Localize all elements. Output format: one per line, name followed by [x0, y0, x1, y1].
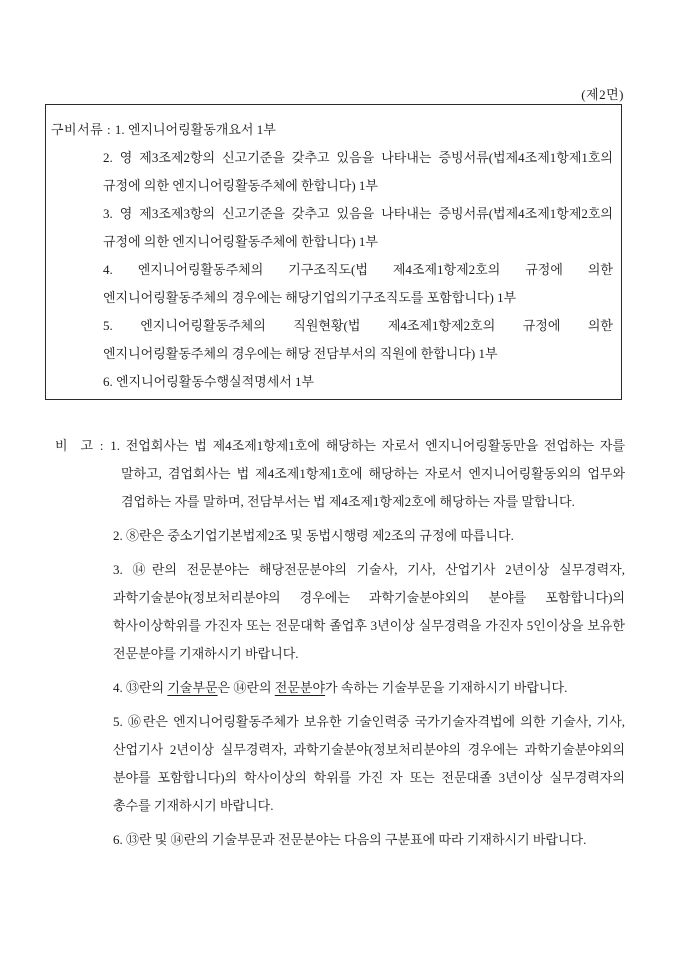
- required-documents-first-line: [51, 116, 613, 144]
- remark-text: 가 속하는 기술부문을 기재하시기 바랍니다.: [325, 680, 568, 695]
- remark-item: 6. ⑬란 및 ⑭란의 기술부문과 전문분야는 다음의 구분표에 따라 기재하시기 바랍니다.: [113, 832, 587, 847]
- underlined-term: 전문분야: [274, 680, 326, 695]
- underlined-term: 기술부문: [167, 680, 218, 695]
- remark-item: 5. ⑯란은 엔지니어링활동주체가 보유한 기술인력중 국가기술자격법에 의한 기술사, 기사, 산업기사 2년이상 실무경력자, 과학기술분야(정보처리분야의 경우에는 과학기술분야외의 분야를 포함합니다)의 학사이상의 학위를 가진 자 또는 전문대졸 3년이상 실무경력자의 총수를 기재하시기 바랍니다.: [113, 714, 625, 813]
- remarks-section: [55, 432, 625, 860]
- page-number-label: (제2면): [581, 87, 624, 102]
- document-item: 5. 엔지니어링활동주체의 직원현황(법 제4조제1항제2호의 규정에 의한 엔지니어링활동주체의 경우에는 해당 전담부서의 직원에 한합니다) 1부: [103, 318, 613, 361]
- remark-item: 3. ⑭란의 전문분야는 해당전문분야의 기술사, 기사, 산업기사 2년이상 실무경력자, 과학기술분야(정보처리분야의 경우에는 과학기술분야외의 분야를 포함합니다)의 학사이상학위를 가진자 또는 전문대학 졸업후 3년이상 실무경력을 가진자 5인이상을 보유한 전문분야를 기재하시기 바랍니다.: [113, 562, 625, 661]
- document-item: 3. 영 제3조제3항의 신고기준을 갖추고 있음을 나타내는 증빙서류(법제4조제1항제2호의 규정에 의한 엔지니어링활동주체에 한합니다) 1부: [103, 206, 613, 249]
- document-item: 1. 엔지니어링활동개요서 1부: [114, 122, 276, 137]
- remark-item: [113, 674, 625, 702]
- remark-item: [55, 432, 625, 516]
- remarks-label: 비 고 :: [55, 438, 111, 453]
- remark-text: 4. ⑬란의: [113, 680, 168, 695]
- required-documents-label: 구비서류 :: [51, 122, 115, 137]
- document-item: 4. 엔지니어링활동주체의 기구조직도(법 제4조제1항제2호의 규정에 의한 엔지니어링활동주체의 경우에는 해당기업의기구조직도를 포함합니다) 1부: [103, 262, 613, 305]
- required-documents-box: [45, 104, 622, 400]
- document-item: 2. 영 제3조제2항의 신고기준을 갖추고 있음을 나타내는 증빙서류(법제4조제1항제1호의 규정에 의한 엔지니어링활동주체에 한합니다) 1부: [103, 150, 613, 193]
- remark-text: 은 ⑭란의: [217, 680, 275, 695]
- remark-item: 2. ⑧란은 중소기업기본법제2조 및 동법시행령 제2조의 규정에 따릅니다.: [113, 528, 514, 543]
- remark-text: 1. 전업회사는 법 제4조제1항제1호에 해당하는 자로서 엔지니어링활동만을 전업하는 자를 말하고, 겸업회사는 법 제4조제1항제1호에 해당하는 자로서 엔지니어링활동외의 업무와 겸업하는 자를 말하며, 전담부서는 법 제4조제1항제2호에 해당하는 자를 말합니다.: [110, 438, 626, 509]
- document-item: 6. 엔지니어링활동수행실적명세서 1부: [103, 374, 315, 389]
